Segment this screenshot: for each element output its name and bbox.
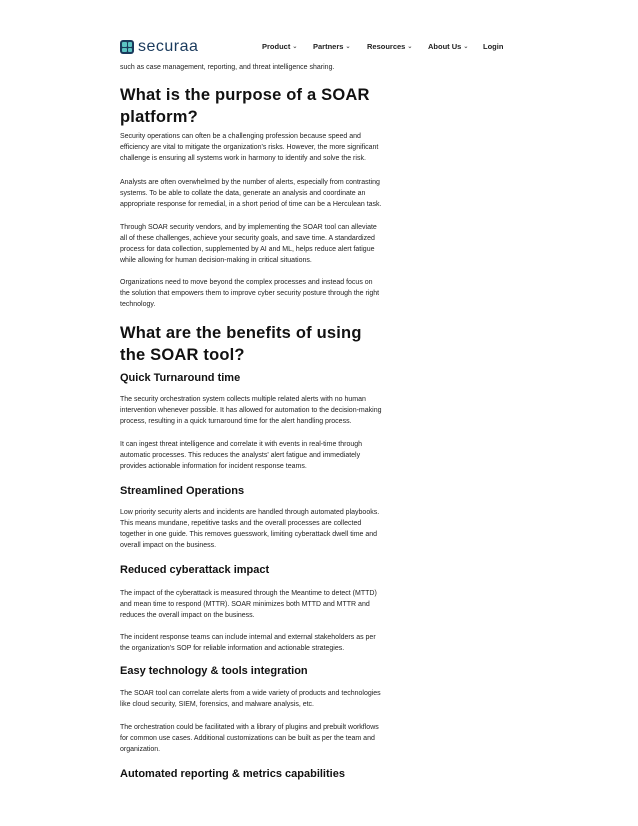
subheading-tools-integration: Easy technology & tools integration <box>120 665 308 677</box>
streamlined-paragraph-1: Low priority security alerts and incidents are handled through automated playbooks. This means mundane, repetitive tasks and the overall processes are collected together in one guide. This removes guesswork, limiting cyberattack dwell time and overall impact on the business. <box>120 509 380 549</box>
nav-item-resources[interactable] <box>367 42 412 51</box>
nav-item-product[interactable] <box>262 42 297 51</box>
heading-benefits: What are the benefits of using the SOAR tool? <box>120 324 362 364</box>
integration-paragraph-1: The SOAR tool can correlate alerts from a wide variety of products and technologies like cloud security, SIEM, forensics, and malware analysis, etc. <box>120 690 381 708</box>
securaa-logo[interactable] <box>120 38 198 56</box>
nav-item-label: Product <box>262 42 291 51</box>
chevron-down-icon: ⌄ <box>407 44 413 50</box>
impact-paragraph-1: The impact of the cyberattack is measured through the Meantime to detect (MTTD) and mean time to respond (MTTR). SOAR minimizes both MTTD and MTTR and reduces the overall impact on the business. <box>120 590 377 619</box>
subheading-quick-turnaround: Quick Turnaround time <box>120 372 241 384</box>
subheading-automated-reporting: Automated reporting & metrics capabilities <box>120 768 345 780</box>
heading-purpose: What is the purpose of a SOAR platform? <box>120 86 370 126</box>
purpose-paragraph-1: Security operations can often be a challenging profession because speed and efficiency are vital to mitigate the organization's risks. However, the more significant challenge is ensuring all systems work in harmony to identify and solve the risk. <box>120 133 379 162</box>
nav-item-about-us[interactable] <box>428 42 468 51</box>
integration-paragraph-2: The orchestration could be facilitated with a library of plugins and prebuilt workflows for common use cases. Additional customizations can be built as per the team and organization. <box>120 724 379 753</box>
logo-text: securaa <box>138 38 199 55</box>
intro-paragraph-tail: such as case management, reporting, and threat intelligence sharing. <box>120 64 335 71</box>
nav-item-label: About Us <box>428 42 462 51</box>
nav-item-label: Partners <box>313 42 344 51</box>
purpose-paragraph-3: Through SOAR security vendors, and by implementing the SOAR tool can alleviate all of these challenges, achieve your security goals, and save time. A standardized process for data collection, supplemented by AI and ML, helps reduce alert fatigue while allowing for human decision-making in critical situations. <box>120 224 377 264</box>
purpose-paragraph-2: Analysts are often overwhelmed by the number of alerts, especially from contrasting systems. To be able to collate the data, generate an analysis and coordinate an appropriate response for remedial, in a short period of time can be a Herculean task. <box>120 179 382 208</box>
turnaround-paragraph-2: It can ingest threat intelligence and correlate it with events in real-time through automatic processes. This reduces the analysts' alert fatigue and immediately provides actionable information for incident response teams. <box>120 441 363 470</box>
purpose-paragraph-4: Organizations need to move beyond the complex processes and instead focus on the solution that empowers them to improve cyber security posture through the right technology. <box>120 279 380 308</box>
chevron-down-icon: ⌄ <box>292 44 298 50</box>
subheading-reduced-impact: Reduced cyberattack impact <box>120 564 270 576</box>
chevron-down-icon: ⌄ <box>345 44 351 50</box>
turnaround-paragraph-1: The security orchestration system collects multiple related alerts with no human intervention whenever possible. It has allowed for automation to the decision-making process, resulting in a quick turnaround time for the alert handling process. <box>120 396 382 425</box>
subheading-streamlined-operations: Streamlined Operations <box>120 485 245 497</box>
chevron-down-icon: ⌄ <box>463 44 469 50</box>
top-navbar <box>0 0 638 55</box>
nav-item-partners[interactable] <box>313 42 350 51</box>
nav-item-login[interactable] <box>483 42 503 51</box>
logo-mark-icon <box>120 40 134 54</box>
impact-paragraph-2: The incident response teams can include internal and external stakeholders as per the organization's SOP for reliable information and actionable strategies. <box>120 634 376 652</box>
nav-item-label: Login <box>483 42 504 51</box>
nav-item-label: Resources <box>367 42 406 51</box>
